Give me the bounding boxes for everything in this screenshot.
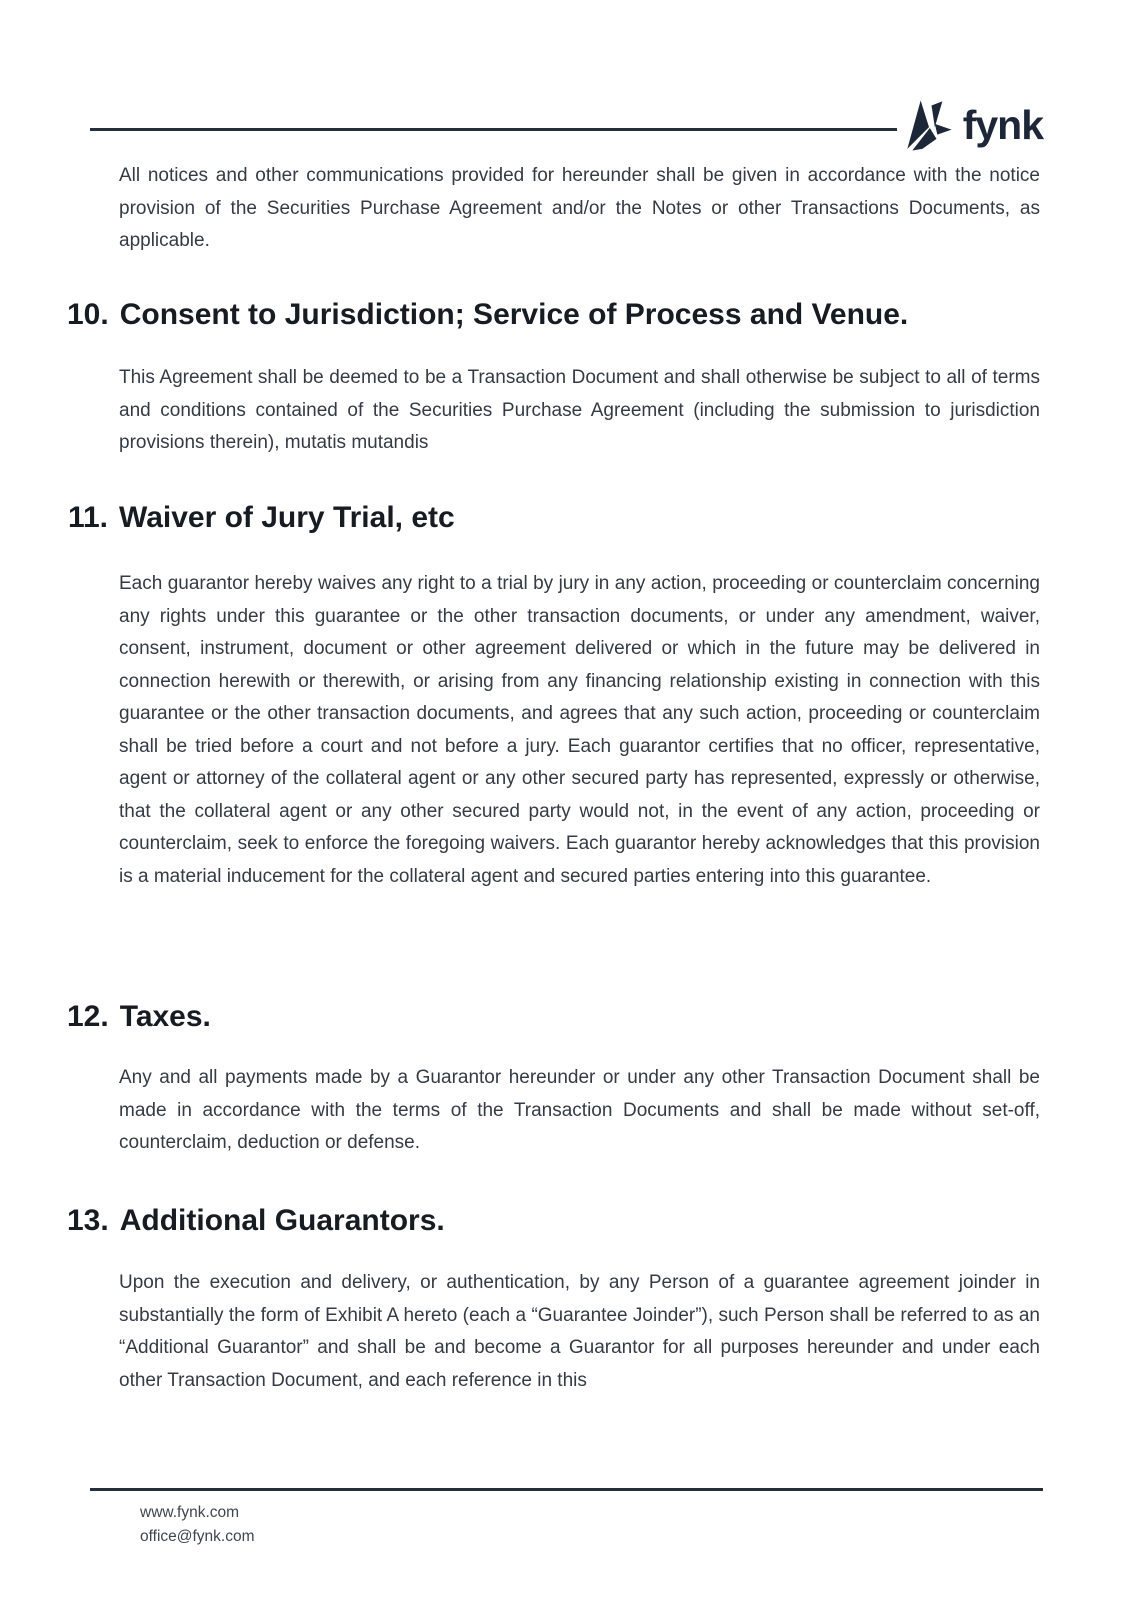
footer-email: office@fynk.com — [140, 1528, 255, 1545]
section-body-10: This Agreement shall be deemed to be a Transaction Document and shall otherwise be subject to all of terms and conditions contained of the Securities Purchase Agreement (including the submission to jurisdiction provisions therein), mutatis mutandis — [119, 367, 1040, 453]
origami-bird-icon — [904, 100, 954, 156]
section-heading-13 — [67, 1202, 1040, 1240]
section-title: Taxes. — [119, 1000, 211, 1033]
section-number: 12. — [67, 1000, 109, 1033]
brand-logo — [904, 100, 1043, 156]
section-title: Waiver of Jury Trial, etc — [119, 501, 455, 534]
section-heading-12 — [67, 998, 1040, 1036]
footer-rule — [90, 1488, 1043, 1491]
footer — [140, 1501, 255, 1549]
section-title: Additional Guarantors. — [119, 1204, 445, 1237]
intro-paragraph: All notices and other communications provided for hereunder shall be given in accordance with the notice provision of the Securities Purchase Agreement and/or the Notes or other Transactions Documents, as applicable. — [119, 165, 1040, 251]
section-number: 10. — [67, 298, 109, 331]
section-body-11: Each guarantor hereby waives any right to a trial by jury in any action, proceeding or counterclaim concerning any rights under this guarantee or the other transaction documents, or under any amendment, waiver, consent, instrument, document or other agreement delivered or which in the future may be delivered in connection herewith or therewith, or arising from any financing relationship existing in connection with this guarantee or the other transaction documents, and agrees that any such action, proceeding or counterclaim shall be tried before a court and not before a jury. Each guarantor certifies that no officer, representative, agent or attorney of the collateral agent or any other secured party has represented, expressly or otherwise, that the collateral agent or any other secured party would not, in the event of any action, proceeding or counterclaim, seek to enforce the foregoing waivers. Each guarantor hereby acknowledges that this provision is a material inducement for the collateral agent and secured parties entering into this guarantee. — [119, 573, 1040, 887]
section-heading-10 — [67, 296, 1040, 334]
footer-website: www.fynk.com — [140, 1504, 240, 1521]
header-rule — [90, 128, 897, 131]
brand-name: fynk — [962, 101, 1043, 148]
section-number: 13. — [67, 1204, 109, 1237]
section-body-12: Any and all payments made by a Guarantor hereunder or under any other Transaction Document shall be made in accordance with the terms of the Transaction Documents and shall be made without set-off, counterclaim, deduction or defense. — [119, 1067, 1040, 1153]
section-body-13: Upon the execution and delivery, or authentication, by any Person of a guarantee agreement joinder in substantially the form of Exhibit A hereto (each a “Guarantee Joinder”), such Person shall be referred to as an “Additional Guarantor” and shall be and become a Guarantor for all purposes hereunder and under each other Transaction Document, and each reference in this — [119, 1272, 1040, 1391]
section-heading-11 — [67, 499, 1040, 537]
section-number: 11. — [67, 501, 108, 534]
section-title: Consent to Jurisdiction; Service of Process and Venue. — [119, 298, 909, 331]
